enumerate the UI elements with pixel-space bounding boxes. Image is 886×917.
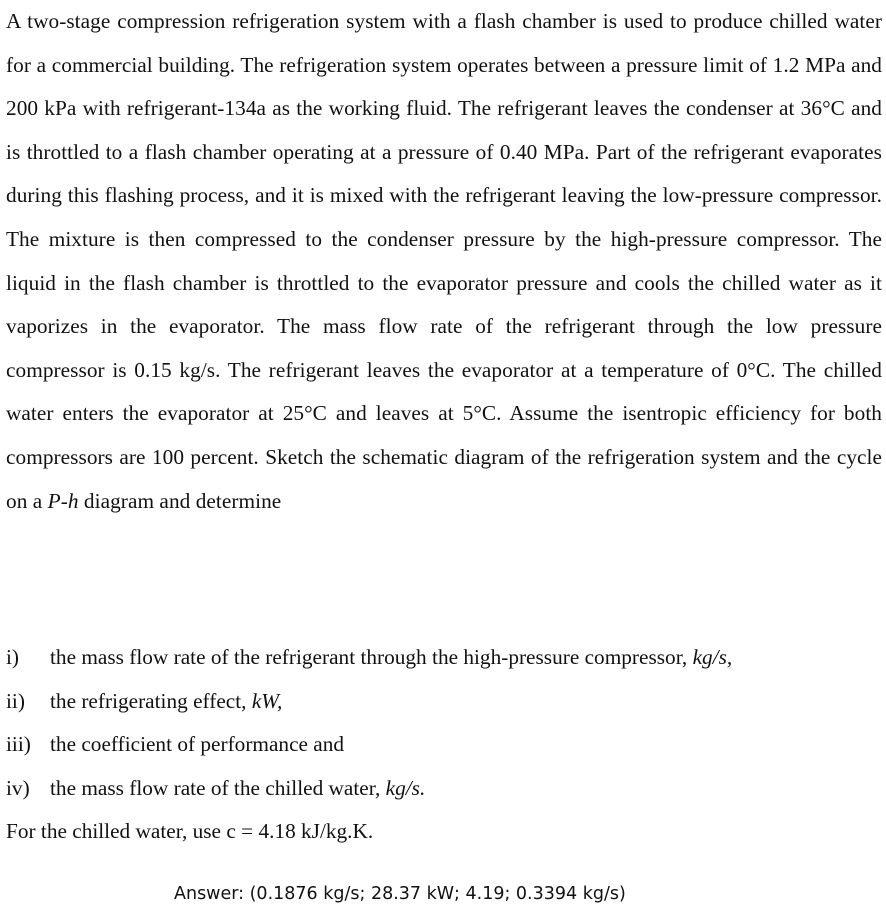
question-text	[50, 767, 882, 811]
question-number: iv)	[6, 775, 30, 800]
question-number: i)	[6, 645, 20, 669]
question-list	[6, 636, 882, 854]
question-text-body: the mass flow rate of the refrigerant through the high-pressure compressor,	[50, 645, 693, 669]
chilled-water-note: For the chilled water, use c = 4.18 kJ/kg.K.	[6, 819, 374, 844]
question-number: iii)	[6, 732, 31, 757]
question-unit: kg/s,	[692, 645, 733, 669]
question-text-body: the mass flow rate of the chilled water,	[50, 775, 386, 800]
question-item	[6, 636, 882, 680]
question-text	[50, 723, 882, 767]
answer-line: Answer: (0.1876 kg/s; 28.37 kW; 4.19; 0.3394 kg/s)	[174, 884, 626, 904]
question-unit: kg/s.	[385, 775, 426, 800]
ph-diagram-label: P-h	[47, 488, 79, 513]
question-item	[6, 723, 882, 767]
problem-statement	[6, 0, 882, 523]
question-text	[50, 636, 882, 680]
question-number: ii)	[6, 688, 25, 713]
question-unit: kW,	[251, 688, 283, 713]
question-item	[6, 767, 882, 811]
problem-intro: A two-stage compression refrigeration system with a flash chamber is used to produce chilled water for a commercial building. The refrigeration system operates between a pressure limit of 1.2 MPa and 200 kPa with refrigerant-134a as the working fluid. The refrigerant leaves the condenser at 36°C and is throttled to a flash chamber operating at a pressure of 0.40 MPa. Part of the refrigerant evaporates during this flashing process, and it is mixed with the refrigerant leaving the low-pressure compressor. The mixture is then compressed to the condenser pressure by the high-pressure compressor. The liquid in the flash chamber is throttled to the evaporator pressure and cools the chilled water as it vaporizes in the evaporator. The mass flow rate of the refrigerant through the low pressure compressor is 0.15 kg/s. The refrigerant leaves the evaporator at a temperature of 0°C. The chilled water enters the evaporator at 25°C and leaves at 5°C. Assume the isentropic efficiency for both compressors are 100 percent. Sketch the schematic diagram of the refrigeration system and the cycle on a	[6, 9, 882, 513]
question-text-body: the refrigerating effect,	[50, 688, 252, 713]
problem-intro-end: diagram and determine	[78, 488, 282, 513]
question-text	[50, 680, 882, 724]
problem-paragraph	[6, 0, 882, 523]
question-item	[6, 680, 882, 724]
question-text-body: the coefficient of performance and	[50, 732, 345, 757]
